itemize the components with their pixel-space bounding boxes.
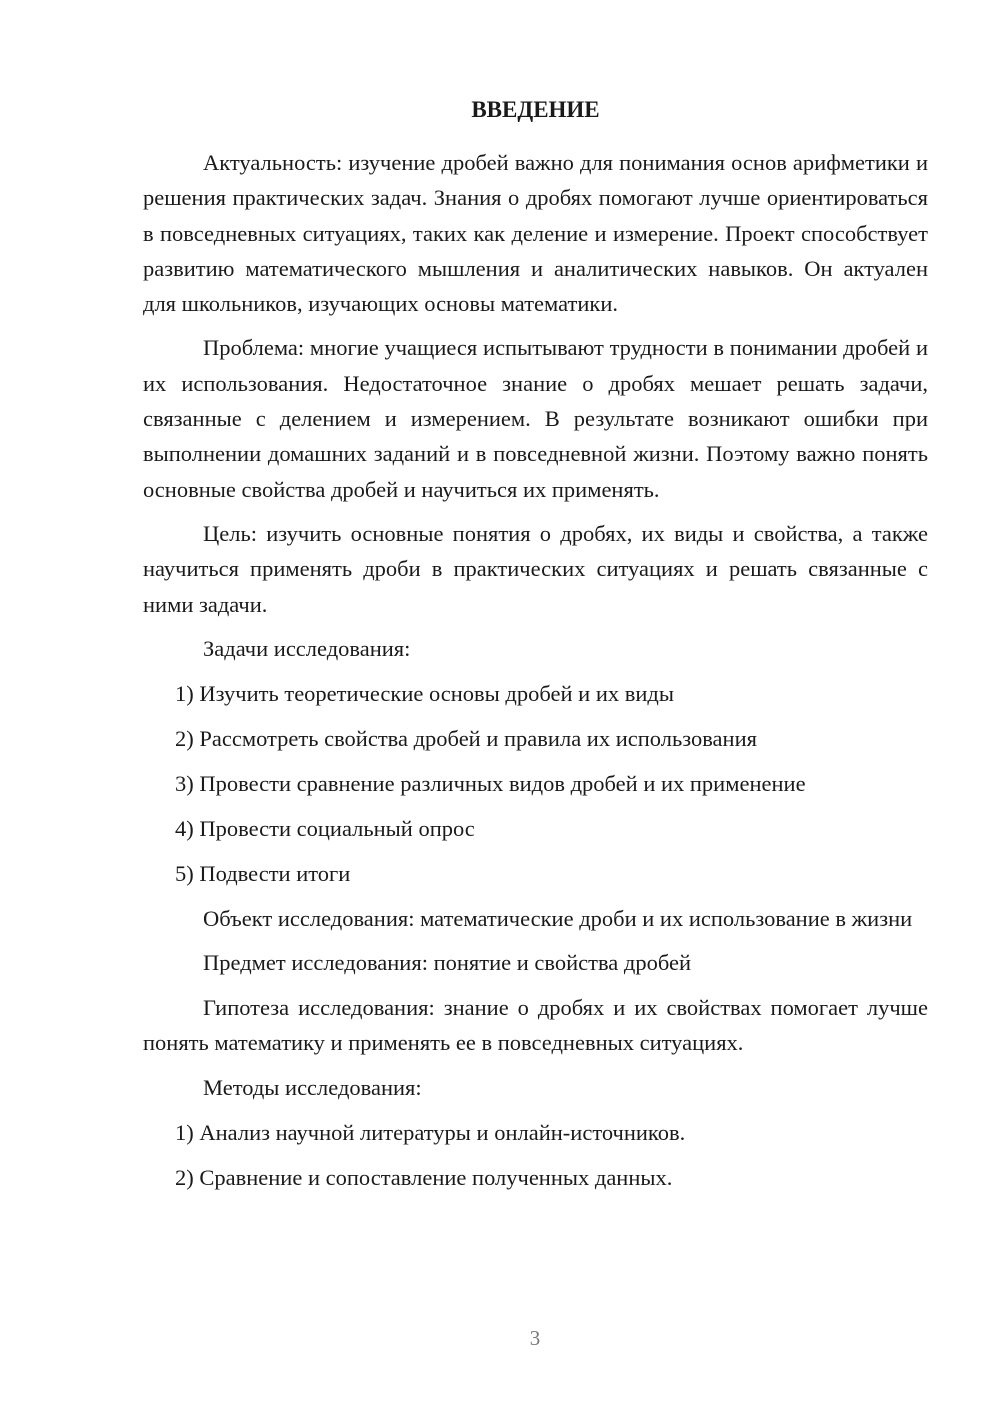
relevance-paragraph: Актуальность: изучение дробей важно для понимания основ арифметики и решения практических задач. Знания о дробях помогают лучше ориентироваться в повседневных ситуациях, таких как деление и измерение. Проект способствует развитию математического мышления и аналитических навыков. Он актуален для школьников, изучающих основы математики. <box>143 150 928 317</box>
tasks-list <box>143 676 928 891</box>
object-paragraph: Объект исследования: математические дроби и их использование в жизни <box>203 905 913 931</box>
list-item: 3) Провести сравнение различных видов дробей и их применение <box>175 770 806 796</box>
document-page <box>143 95 928 1205</box>
list-item: 4) Провести социальный опрос <box>175 815 475 841</box>
list-item: 1) Анализ научной литературы и онлайн-источников. <box>175 1119 686 1145</box>
page-number: 3 <box>529 1326 541 1350</box>
methods-heading: Методы исследования: <box>203 1074 422 1100</box>
tasks-heading: Задачи исследования: <box>203 635 411 661</box>
list-item: 1) Изучить теоретические основы дробей и их виды <box>175 680 674 706</box>
list-item: 5) Подвести итоги <box>175 860 351 886</box>
methods-list <box>143 1115 928 1195</box>
hypothesis-paragraph: Гипотеза исследования: знание о дробях и их свойствах помогает лучше понять математику и применять ее в повседневных ситуациях. <box>143 995 928 1056</box>
list-item: 2) Сравнение и сопоставление полученных данных. <box>175 1164 673 1190</box>
subject-paragraph: Предмет исследования: понятие и свойства дробей <box>203 950 692 976</box>
list-item: 2) Рассмотреть свойства дробей и правила их использования <box>175 725 757 751</box>
goal-paragraph: Цель: изучить основные понятия о дробях, их виды и свойства, а также научиться применять дроби в практических ситуациях и решать связанные с ними задачи. <box>143 520 928 617</box>
problem-paragraph: Проблема: многие учащиеся испытывают трудности в понимании дробей и их использования. Недостаточное знание о дробях мешает решать задачи, связанные с делением и измерением. В результате возникают ошибки при выполнении домашних заданий и в повседневной жизни. Поэтому важно понять основные свойства дробей и научиться их применять. <box>143 335 928 502</box>
page-title: ВВЕДЕНИЕ <box>471 97 600 122</box>
